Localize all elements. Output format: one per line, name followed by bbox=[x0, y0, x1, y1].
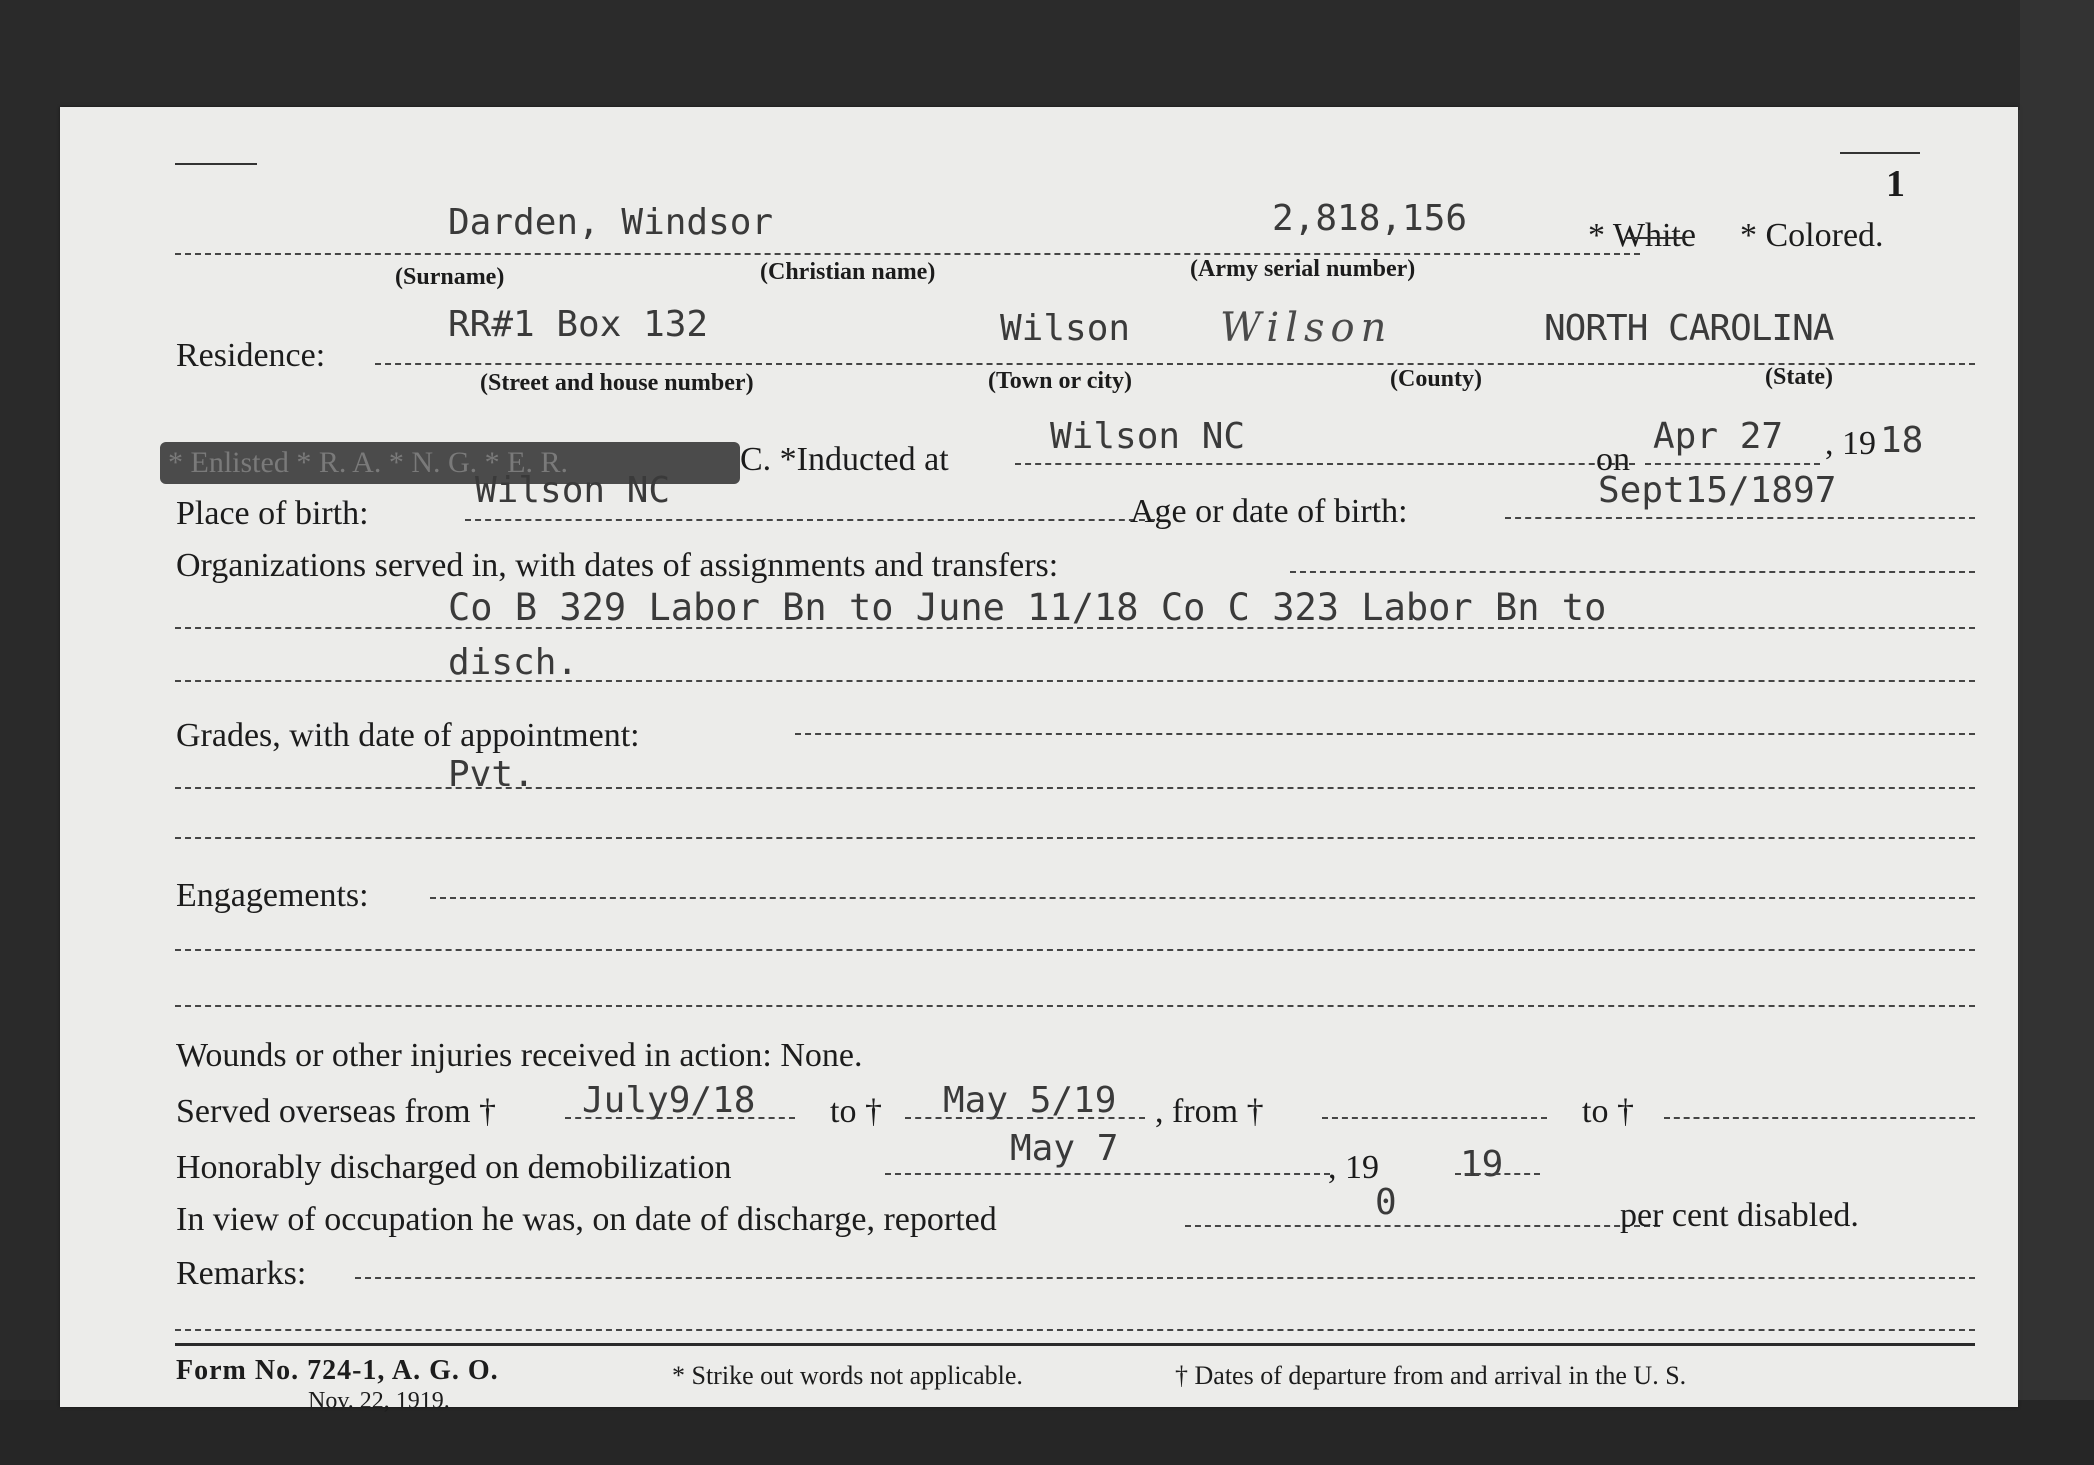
discharged-year: 19 bbox=[1460, 1144, 1504, 1185]
army-serial-number: 2,818,156 bbox=[1272, 198, 1468, 239]
birth-date: Sept15/1897 bbox=[1598, 470, 1837, 511]
grades-line-0 bbox=[795, 733, 1975, 735]
age-label: Age or date of birth: bbox=[1130, 493, 1408, 530]
race-white-label: * White bbox=[1588, 217, 1696, 254]
organizations-line-2 bbox=[175, 680, 1975, 682]
enlisted-struck-text: * Enlisted * R. A. * N. G. * E. R. bbox=[168, 446, 569, 479]
dark-background-right bbox=[2020, 0, 2094, 1465]
remarks-line-0 bbox=[355, 1277, 1975, 1279]
discharged-date: May 7 bbox=[1010, 1128, 1119, 1169]
dark-background-left bbox=[0, 0, 60, 1465]
overseas-to-line bbox=[905, 1117, 1145, 1119]
birthplace-label: Place of birth: bbox=[176, 495, 369, 532]
discharged-label: Honorably discharged on demobilization bbox=[176, 1149, 732, 1186]
caption-state: (State) bbox=[1765, 364, 1833, 390]
organizations-line1-text: Co B 329 Labor Bn to June 11/18 Co C 323 Labor Bn to bbox=[448, 586, 1607, 629]
inducted-date-line bbox=[1645, 463, 1820, 465]
caption-county: (County) bbox=[1390, 366, 1483, 392]
corner-mark-right bbox=[1840, 152, 1920, 154]
overseas-from2-label: , from † bbox=[1155, 1093, 1264, 1130]
birth-date-line bbox=[1505, 517, 1975, 519]
caption-christian-name: (Christian name) bbox=[760, 259, 936, 285]
wounds-label: Wounds or other injuries received in action: None. bbox=[176, 1037, 863, 1074]
soldier-name: Darden, Windsor bbox=[448, 202, 774, 243]
residence-county-handwritten: Wilson bbox=[1220, 305, 1393, 351]
grade: Pvt. bbox=[448, 754, 535, 795]
discharged-date-line bbox=[885, 1173, 1330, 1175]
on-label: on bbox=[1596, 441, 1630, 478]
overseas-to2-label: to † bbox=[1582, 1093, 1634, 1130]
residence-town: Wilson bbox=[1000, 308, 1131, 349]
organizations-line2-text: disch. bbox=[448, 642, 579, 683]
residence-line bbox=[375, 363, 1975, 365]
overseas-from2-line bbox=[1322, 1117, 1547, 1119]
footer-rule bbox=[175, 1343, 1975, 1346]
grades-line-1 bbox=[175, 787, 1975, 789]
engagements-line-0 bbox=[430, 897, 1975, 899]
birthplace: Wilson NC bbox=[475, 470, 671, 511]
discharged-year-prefix: , 19 bbox=[1328, 1149, 1379, 1186]
overseas-from-date: July9/18 bbox=[582, 1080, 756, 1121]
grades-line-2 bbox=[175, 837, 1975, 839]
inducted-line bbox=[1015, 463, 1635, 465]
residence-label: Residence: bbox=[176, 337, 326, 374]
residence-state: NORTH CAROLINA bbox=[1544, 308, 1834, 349]
year-prefix: , 19 bbox=[1825, 425, 1876, 462]
remarks-label: Remarks: bbox=[176, 1255, 307, 1292]
footnote-dates: † Dates of departure from and arrival in the U. S. bbox=[1175, 1361, 1687, 1390]
service-record-card bbox=[60, 107, 2018, 1414]
form-number: Form No. 724-1, A. G. O. bbox=[176, 1355, 499, 1386]
grades-label: Grades, with date of appointment: bbox=[176, 717, 640, 754]
organizations-label: Organizations served in, with dates of assignments and transfers: bbox=[176, 547, 1059, 584]
overseas-to2-line bbox=[1664, 1117, 1975, 1119]
engagements-line-1 bbox=[175, 949, 1975, 951]
disability-line bbox=[1185, 1225, 1660, 1227]
footnote-strike-out: * Strike out words not applicable. bbox=[672, 1361, 1023, 1390]
overseas-from-line bbox=[565, 1117, 795, 1119]
engagements-label: Engagements: bbox=[176, 877, 369, 914]
race-colored-label: * Colored. bbox=[1740, 217, 1884, 254]
caption-street: (Street and house number) bbox=[480, 370, 754, 396]
corner-mark-left bbox=[175, 163, 257, 165]
residence-street: RR#1 Box 132 bbox=[448, 304, 709, 345]
form-date: Nov. 22, 1919. bbox=[308, 1388, 450, 1414]
organizations-line-1 bbox=[175, 627, 1975, 629]
caption-surname: (Surname) bbox=[395, 264, 505, 290]
caption-serial-number: (Army serial number) bbox=[1190, 256, 1416, 282]
inducted-label: C. *Inducted at bbox=[740, 441, 949, 478]
discharged-year-line bbox=[1455, 1173, 1540, 1175]
inducted-place: Wilson NC bbox=[1050, 416, 1246, 457]
overseas-to-label: to † bbox=[830, 1093, 882, 1130]
dark-background-top bbox=[0, 0, 2094, 110]
disability-label: In view of occupation he was, on date of discharge, reported bbox=[176, 1201, 997, 1238]
inducted-year: 18 bbox=[1880, 420, 1924, 461]
name-line bbox=[175, 253, 1640, 255]
caption-town: (Town or city) bbox=[988, 368, 1132, 394]
card-number: 1 bbox=[1886, 163, 1905, 205]
overseas-label: Served overseas from † bbox=[176, 1093, 497, 1130]
remarks-line-1 bbox=[175, 1329, 1975, 1331]
birthplace-line bbox=[465, 519, 1155, 521]
organizations-line-0 bbox=[1290, 571, 1975, 573]
disability-suffix: per cent disabled. bbox=[1620, 1197, 1859, 1234]
disability-value: 0 bbox=[1375, 1182, 1397, 1223]
overseas-to-date: May 5/19 bbox=[943, 1080, 1117, 1121]
engagements-line-2 bbox=[175, 1005, 1975, 1007]
white-strikeout bbox=[1625, 237, 1685, 239]
inducted-date: Apr 27 bbox=[1653, 416, 1784, 457]
